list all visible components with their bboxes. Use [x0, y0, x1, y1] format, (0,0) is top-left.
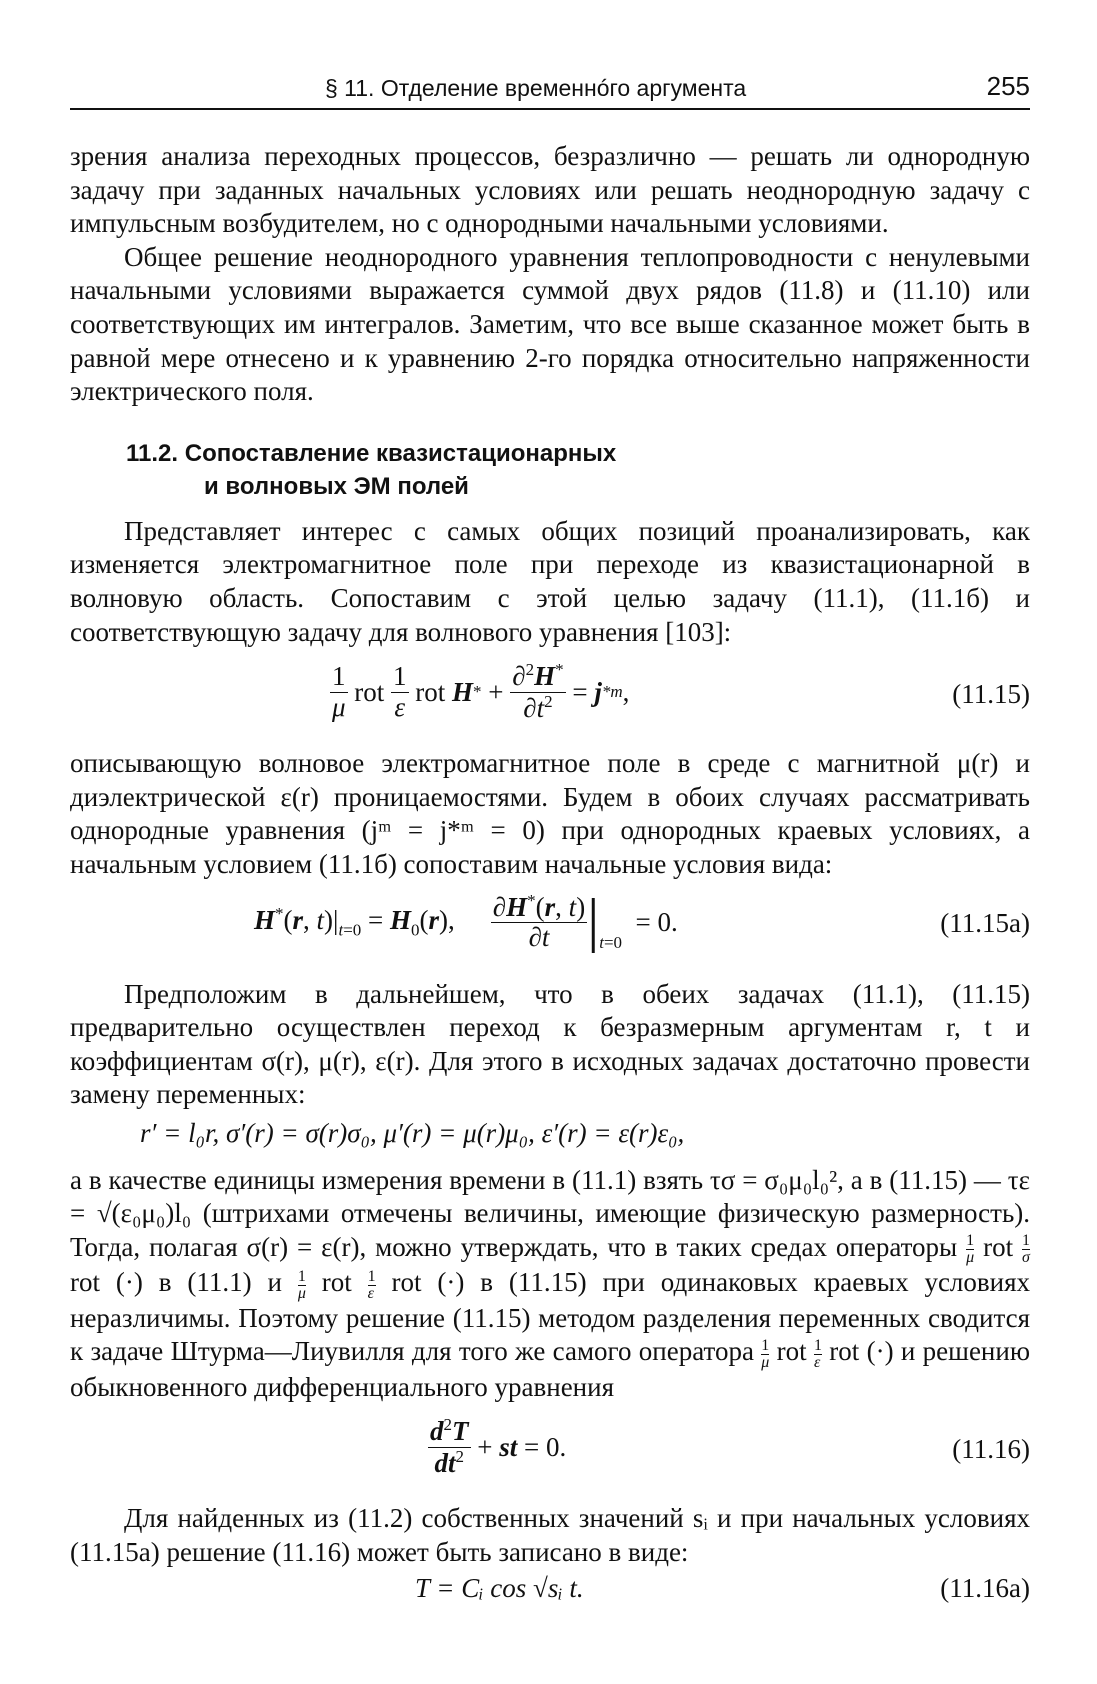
equation-11-16: $\frac{d^2T}{dt^2}$ + st = 0. (11.16): [430, 1415, 1030, 1478]
running-header: [70, 62, 1030, 110]
equation-number-11-16a: (11.16a): [940, 1573, 1030, 1604]
equation-number-11-16: (11.16): [952, 1434, 1030, 1465]
paragraph-3: Представляет интерес с самых общих позиций проанализировать, как изменяется электромагнитное поле при переходе из квазистационарной в волновую область. Сопоставим с этой целью задачу (11.1), (11.1б) и соответствующую задачу для волнового уравнения [103]:: [70, 515, 1030, 647]
paragraph-6-part-b: rot (·) в (11.1) и: [70, 1267, 282, 1298]
substitution-formula: r′ = l₀r, σ′(r) = σ(r)σ₀, μ′(r) = μ(r)μ₀, ε′(r) = ε(r)ε₀,: [140, 1117, 685, 1148]
page: [70, 62, 1030, 1615]
paragraph-7: Для найденных из (11.2) собственных значений sᵢ и при начальных условиях (11.15а) решение (11.16) может быть записано в виде:: [70, 1503, 1030, 1567]
solution-formula: T = Cᵢ cos √sᵢ t.: [415, 1573, 584, 1604]
paragraph-6-part-a: а в качестве единицы измерения времени в (11.1) взять τσ = σ₀μ₀l₀², а в (11.15) — τε = √(ε₀μ₀)l₀ (штрихами отмечены величины, имеющие физическую размерность). Тогда, полагая σ(r) = ε(r), можно утверждать, что в таких средах операторы: [70, 1164, 1030, 1263]
equation-number-11-15a: (11.15a): [940, 907, 1030, 938]
equation-substitution: [70, 1112, 1030, 1164]
equation-number-11-15: (11.15): [952, 679, 1030, 710]
paragraph-1: зрения анализа переходных процессов, безразлично — решать ли однородную задачу при заданных начальных условиях или решать неоднородную задачу с импульсным возбудителем, но с однородными начальными условиями.: [70, 141, 1030, 239]
equation-11-15: $\frac{1}{\mu}$ rot $\frac{1}{\varepsilon}$ rot H * + $\frac{\partial^2H^*}{\partial t^2}$ = j *m , (11.15): [331, 660, 1030, 723]
paragraph-6-part-c: rot (·) в (11.15) при одинаковых краевых условиях неразличимы. Поэтому решение (11.15) методом разделения переменных сводится к задаче Штурма—Лиувилля для того же самого оператора: [70, 1267, 1031, 1367]
paragraph-4: описывающую волновое электромагнитное поле в среде с магнитной μ(r) и диэлектрической ε(r) проницаемостями. Будем в обоих случаях рассматривать однородные уравнения (jᵐ = j*ᵐ = 0) при однородных краевых условиях, а начальным условием (11.1б) сопоставим начальные условия вида:: [70, 748, 1030, 879]
paragraph-6-part-d: rot (·) и решению обыкновенного дифференциального уравнения: [70, 1336, 1031, 1402]
paragraph-6: а в качестве единицы измерения времени в (11.1) взять τσ = σ₀μ₀l₀², а в (11.15) — τε = √(ε₀μ₀)l₀ (штрихами отмечены величины, имеющие физическую размерность). Тогда, полагая σ(r) = ε(r), можно утверждать, что в таких средах операторы $\frac{1}{\mu}$ rot $\frac{1}{\sigma}$ rot (·) в (11.1) и $\frac{1}{\mu}$ rot $\frac{1}{\varepsilon}$ rot (·) в (11.15) при одинаковых краевых условиях неразличимы. Поэтому решение (11.15) методом разделения переменных сводится к задаче Штурма—Лиувилля для того же самого оператора $\frac{1}{\mu}$ rot $\frac{1}{\varepsilon}$ rot (·) и решению обыкновенного дифференциального уравнения: [70, 1164, 1031, 1402]
section-title-line2: и волновых ЭМ полей: [204, 472, 469, 500]
section-number: 11.2.: [126, 439, 179, 467]
header-title: § 11. Отделение временнóго аргумента: [325, 75, 747, 101]
section-heading: [126, 437, 1030, 503]
page-number: 255: [986, 71, 1030, 101]
equation-11-15a: H*(r, $t)|_{t=0} = H_0(r)$, $\frac{\partial H^*(r, t)}{\partial t}$ | $_{t =0}$ = 0. (11.15a): [254, 887, 1030, 954]
paragraph-2: Общее решение неоднородного уравнения теплопроводности с ненулевыми начальными условиями выражается суммой двух рядов (11.8) и (11.10) или соответствующих им интегралов. Заметим, что все выше сказанное может быть в равной мере отнесено и к уравнению 2-го порядка относительно напряженности электрического поля.: [70, 241, 1030, 407]
paragraph-5: Предположим в дальнейшем, что в обеих задачах (11.1), (11.15) предварительно осуществлен переход к безразмерным аргументам r, t и коэффициентам σ(r), μ(r), ε(r). Для этого в исходных задачах достаточно провести замену переменных:: [70, 978, 1030, 1110]
equation-11-16a: [70, 1569, 1030, 1615]
section-title-line1: Сопоставление квазистационарных: [184, 439, 617, 467]
